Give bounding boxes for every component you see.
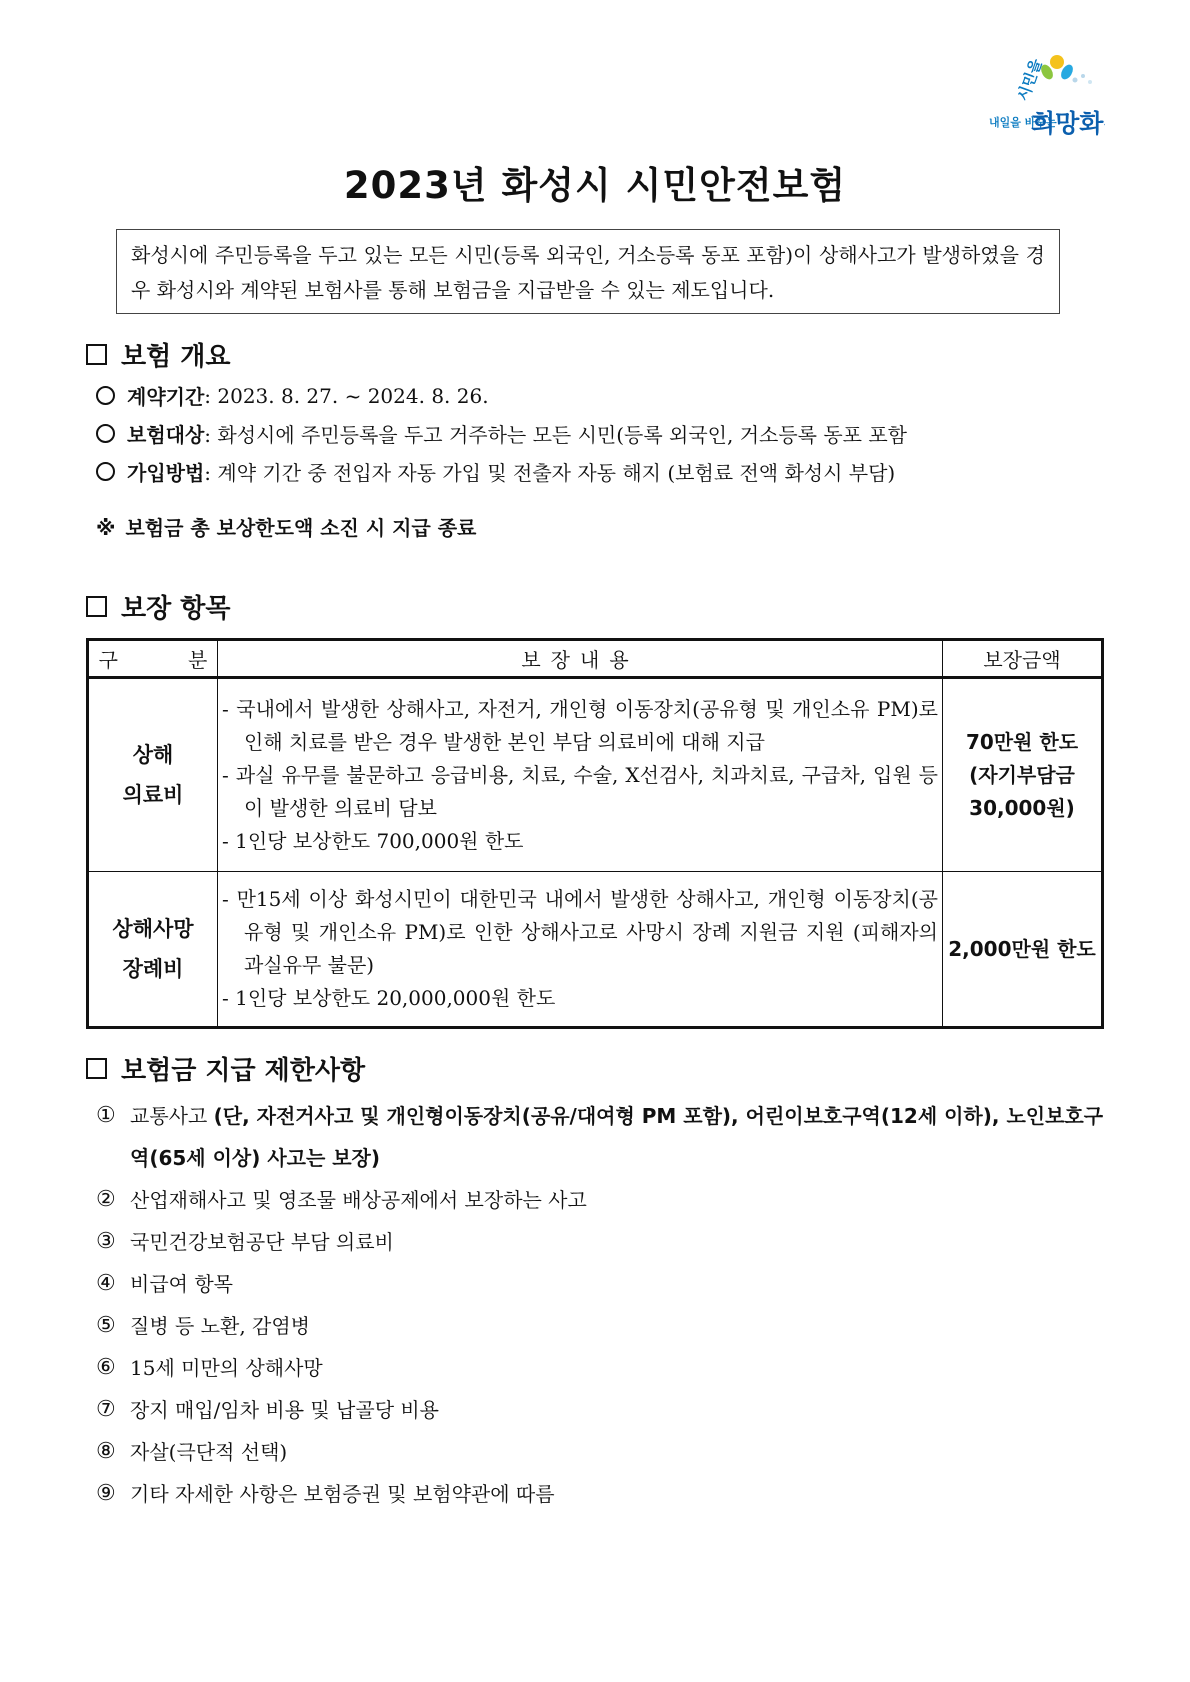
detail-item: - 국내에서 발생한 상해사고, 자전거, 개인형 이동장치(공유형 및 개인소유 PM)로 인해 치료를 받은 경우 발생한 본인 부담 의료비에 대해 지급 (222, 696, 938, 754)
restrictions-list (96, 1095, 1106, 1515)
list-item: ⑦ 장지 매입/임차 비용 및 납골당 비용 (96, 1397, 440, 1422)
logo-text-top: 시민을 (1013, 56, 1046, 104)
intro-box (116, 229, 1060, 314)
overview-note (96, 512, 476, 541)
detail-item: - 1인당 보상한도 700,000원 한도 (222, 828, 524, 853)
overview-heading-text: 보험 개요 (121, 342, 231, 372)
overview-item-period (96, 381, 489, 410)
coverage-heading (86, 588, 231, 625)
detail-item: - 1인당 보상한도 20,000,000원 한도 (222, 986, 556, 1010)
logo-sun-dot (1050, 55, 1064, 69)
table-row (88, 678, 1103, 872)
row-amount: 2,000만원 한도 (943, 872, 1103, 1028)
detail-item: - 만15세 이상 화성시민이 대한민국 내에서 발생한 상해사고, 개인형 이동장치(공유형 및 개인소유 PM)로 인한 상해사고로 사망시 장례 지원금 지원 (피해자의 과실유무 불문) (222, 887, 938, 977)
row-details (218, 872, 943, 1028)
overview-heading (86, 336, 231, 373)
row-category: 상해사망 장례비 (88, 872, 218, 1028)
circle-bullet-icon (96, 386, 115, 405)
circle-bullet-icon (96, 462, 115, 481)
overview-item-target (96, 419, 907, 448)
header-amount: 보장금액 (943, 640, 1103, 678)
list-item: ① 교통사고 (단, 자전거사고 및 개인형이동장치(공유/대여형 PM 포함), 어린이보호구역(12세 이하), 노인보호구역(65세 이상) 사고는 보장) (96, 1103, 1104, 1170)
logo-text-left: 내일을 바꾸는 (989, 116, 1057, 129)
restrictions-heading-text: 보험금 지급 제한사항 (121, 1056, 366, 1086)
list-item: ③ 국민건강보험공단 부담 의료비 (96, 1229, 394, 1254)
logo-dot (1088, 80, 1092, 84)
square-bullet-icon (86, 344, 107, 365)
list-item: ② 산업재해사고 및 영조물 배상공제에서 보장하는 사고 (96, 1187, 587, 1212)
note-mark: ※ (96, 516, 116, 540)
table-row (88, 872, 1103, 1028)
restrictions-heading (86, 1050, 365, 1087)
overview-item-label: 계약기간 (127, 385, 205, 409)
hwaseong-logo (985, 52, 1105, 152)
overview-item-label: 가입방법 (127, 461, 205, 485)
overview-item-label: 보험대상 (127, 423, 205, 447)
square-bullet-icon (86, 596, 107, 617)
logo-text-main: 희망화 (1031, 109, 1104, 138)
list-item: ④ 비급여 항목 (96, 1271, 233, 1296)
square-bullet-icon (86, 1058, 107, 1079)
detail-item: - 과실 유무를 불문하고 응급비용, 치료, 수술, X선검사, 치과치료, 구급차, 입원 등이 발생한 의료비 담보 (222, 762, 938, 820)
overview-item-value: : 2023. 8. 27. ~ 2024. 8. 26. (204, 383, 489, 408)
list-item: ⑨ 기타 자세한 사항은 보험증권 및 보험약관에 따름 (96, 1481, 555, 1506)
circle-bullet-icon (96, 424, 115, 443)
list-item: ⑤ 질병 등 노환, 감염병 (96, 1313, 310, 1338)
row-details (218, 678, 943, 872)
intro-text: 화성시에 주민등록을 두고 있는 모든 시민(등록 외국인, 거소등록 동포 포함)이 상해사고가 발생하였을 경우 화성시와 계약된 보험사를 통해 보험금을 지급받을 수 있는 제도입니다. (131, 243, 1045, 302)
overview-item-method (96, 457, 895, 486)
row-category: 상해 의료비 (88, 678, 218, 872)
row-amount: 70만원 한도 (자기부담금 30,000원) (943, 678, 1103, 872)
note-text: 보험금 총 보상한도액 소진 시 지급 종료 (125, 516, 477, 540)
list-item: ⑥ 15세 미만의 상해사망 (96, 1355, 323, 1380)
logo-dot (1073, 78, 1078, 83)
list-item: ⑧ 자살(극단적 선택) (96, 1439, 288, 1464)
logo-graphic (985, 52, 1105, 152)
overview-item-value: : 계약 기간 중 전입자 자동 가입 및 전출자 자동 해지 (보험료 전액 화성시 부담) (204, 461, 896, 485)
header-category: 구 분 (88, 640, 218, 678)
document-title: 2023년 화성시 시민안전보험 (343, 164, 847, 207)
header-content: 보장내용 (218, 640, 943, 678)
table-header-row (88, 640, 1103, 678)
coverage-table (86, 638, 1104, 1029)
coverage-heading-text: 보장 항목 (121, 594, 231, 624)
overview-item-value: : 화성시에 주민등록을 두고 거주하는 모든 시민(등록 외국인, 거소등록 동포 포함 (204, 423, 907, 447)
logo-dot (1081, 74, 1085, 78)
